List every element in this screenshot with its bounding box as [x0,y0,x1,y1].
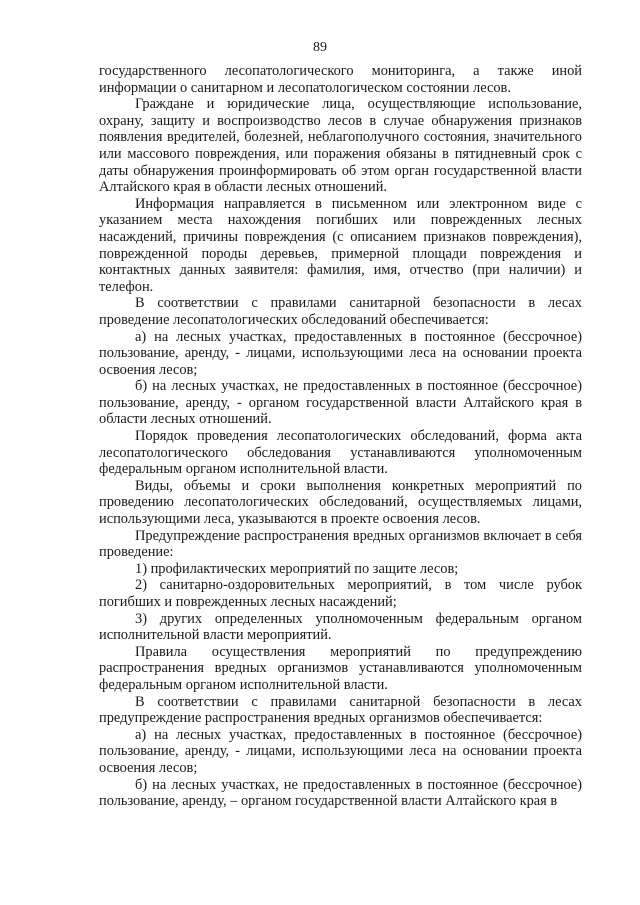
list-item: б) на лесных участках, не предоставленных в постоянное (бессрочное) пользование, аренду, - органом государственной власти Алтайского края в области лесных отношений. [99,378,582,428]
paragraph: государственного лесопатологического мониторинга, а также иной информации о санитарном и лесопатологическом состоянии лесов. [99,63,582,96]
paragraph: В соответствии с правилами санитарной безопасности в лесах проведение лесопатологических обследований обеспечивается: [99,295,582,328]
paragraph: Предупреждение распространения вредных организмов включает в себя проведение: [99,527,582,561]
list-item: 1) профилактических мероприятий по защите лесов; [135,560,459,577]
list-item: 2) санитарно-оздоровительных мероприятий, в том числе рубок погибших и поврежденных лесных насаждений; [99,577,582,610]
paragraph: Виды, объемы и сроки выполнения конкретных мероприятий по проведению лесопатологических обследований, осуществляемых лицами, использующими леса, указываются в проекте освоения лесов. [99,477,582,528]
list-item: б) на лесных участках, не предоставленных в постоянное (бессрочное) пользование, аренду, – органом государственной власти Алтайского края в [99,776,582,810]
paragraph: В соответствии с правилами санитарной безопасности в лесах предупреждение распространения вредных организмов обеспечивается: [99,693,582,727]
paragraph: Порядок проведения лесопатологических обследований, форма акта лесопатологического обследования устанавливаются уполномоченным федеральным органом исполнительной власти. [99,428,582,478]
list-item: 3) других определенных уполномоченным федеральным органом исполнительной власти мероприятий. [99,610,582,644]
document-body [99,63,582,810]
list-item: а) на лесных участках, предоставленных в постоянное (бессрочное) пользование, аренду, - лицами, использующими леса на основании проекта освоения лесов; [99,726,582,776]
paragraph: Информация направляется в письменном или электронном виде с указанием места нахождения погибших или поврежденных лесных насаждений, причины повреждения (с описанием признаков повреждения), поврежденной породы деревьев, примерной площади повреждения и контактных данных заявителя: фамилия, имя, отчество (при наличии) и телефон. [99,195,582,295]
paragraph: Правила осуществления мероприятий по предупреждению распространения вредных организмов устанавливаются уполномоченным федеральным органом исполнительной власти. [99,643,582,693]
list-item: а) на лесных участках, предоставленных в постоянное (бессрочное) пользование, аренду, - лицами, использующими леса на основании проекта освоения лесов; [99,328,582,378]
page-number: 89 [313,40,327,55]
paragraph: Граждане и юридические лица, осуществляющие использование, охрану, защиту и воспроизводство лесов в случае обнаружения признаков появления вредителей, болезней, неблагополучного состояния, значительного или массового повреждения, или поражения обязаны в пятидневный срок с даты обнаружения проинформировать об этом орган государственной власти Алтайского края в области лесных отношений. [99,96,582,196]
